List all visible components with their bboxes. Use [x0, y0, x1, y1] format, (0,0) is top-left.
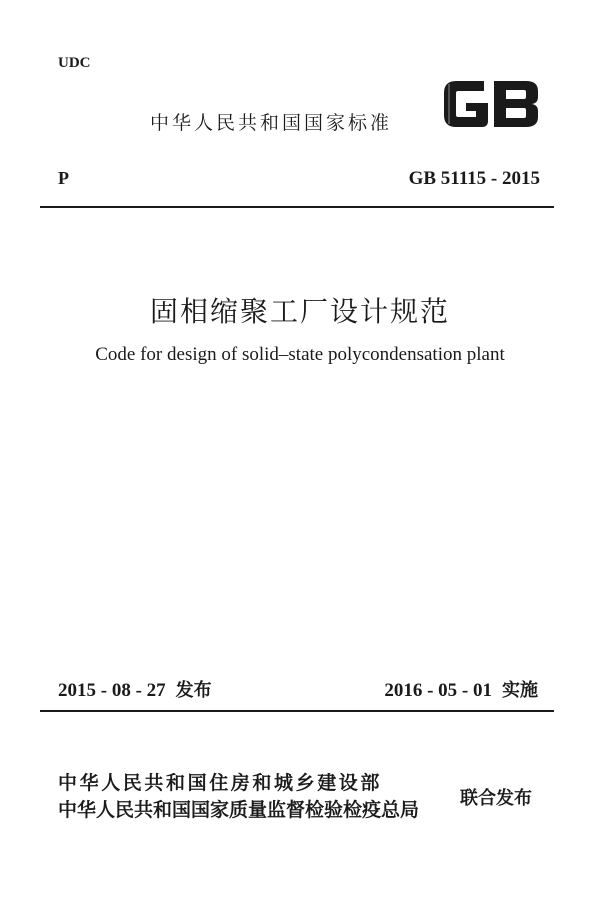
standard-number: GB 51115 - 2015	[408, 168, 540, 189]
bottom-divider	[40, 710, 554, 712]
implementation-date-line	[384, 676, 538, 702]
title-chinese: 固相缩聚工厂设计规范	[149, 295, 450, 328]
title-english: Code for design of solid–state polycondensation plant	[95, 344, 505, 365]
standard-type: 中华人民共和国国家标准	[150, 112, 393, 134]
issuer-ministry-housing: 中华人民共和国住房和城乡建设部	[58, 772, 383, 794]
issuer-quality-supervision: 中华人民共和国国家质量监督检验检疫总局	[58, 799, 420, 821]
joint-issue-label: 联合发布	[460, 788, 532, 809]
classification-code: P	[58, 168, 69, 188]
implementation-label: 实施	[502, 680, 538, 701]
issue-label: 发布	[175, 680, 212, 701]
udc-label: UDC	[58, 55, 91, 71]
issue-date: 2015 - 08 - 27	[58, 680, 166, 701]
top-divider	[40, 206, 554, 208]
implementation-date: 2016 - 05 - 01	[384, 680, 492, 701]
gb-logo	[438, 75, 542, 133]
issue-date-line	[58, 676, 212, 702]
